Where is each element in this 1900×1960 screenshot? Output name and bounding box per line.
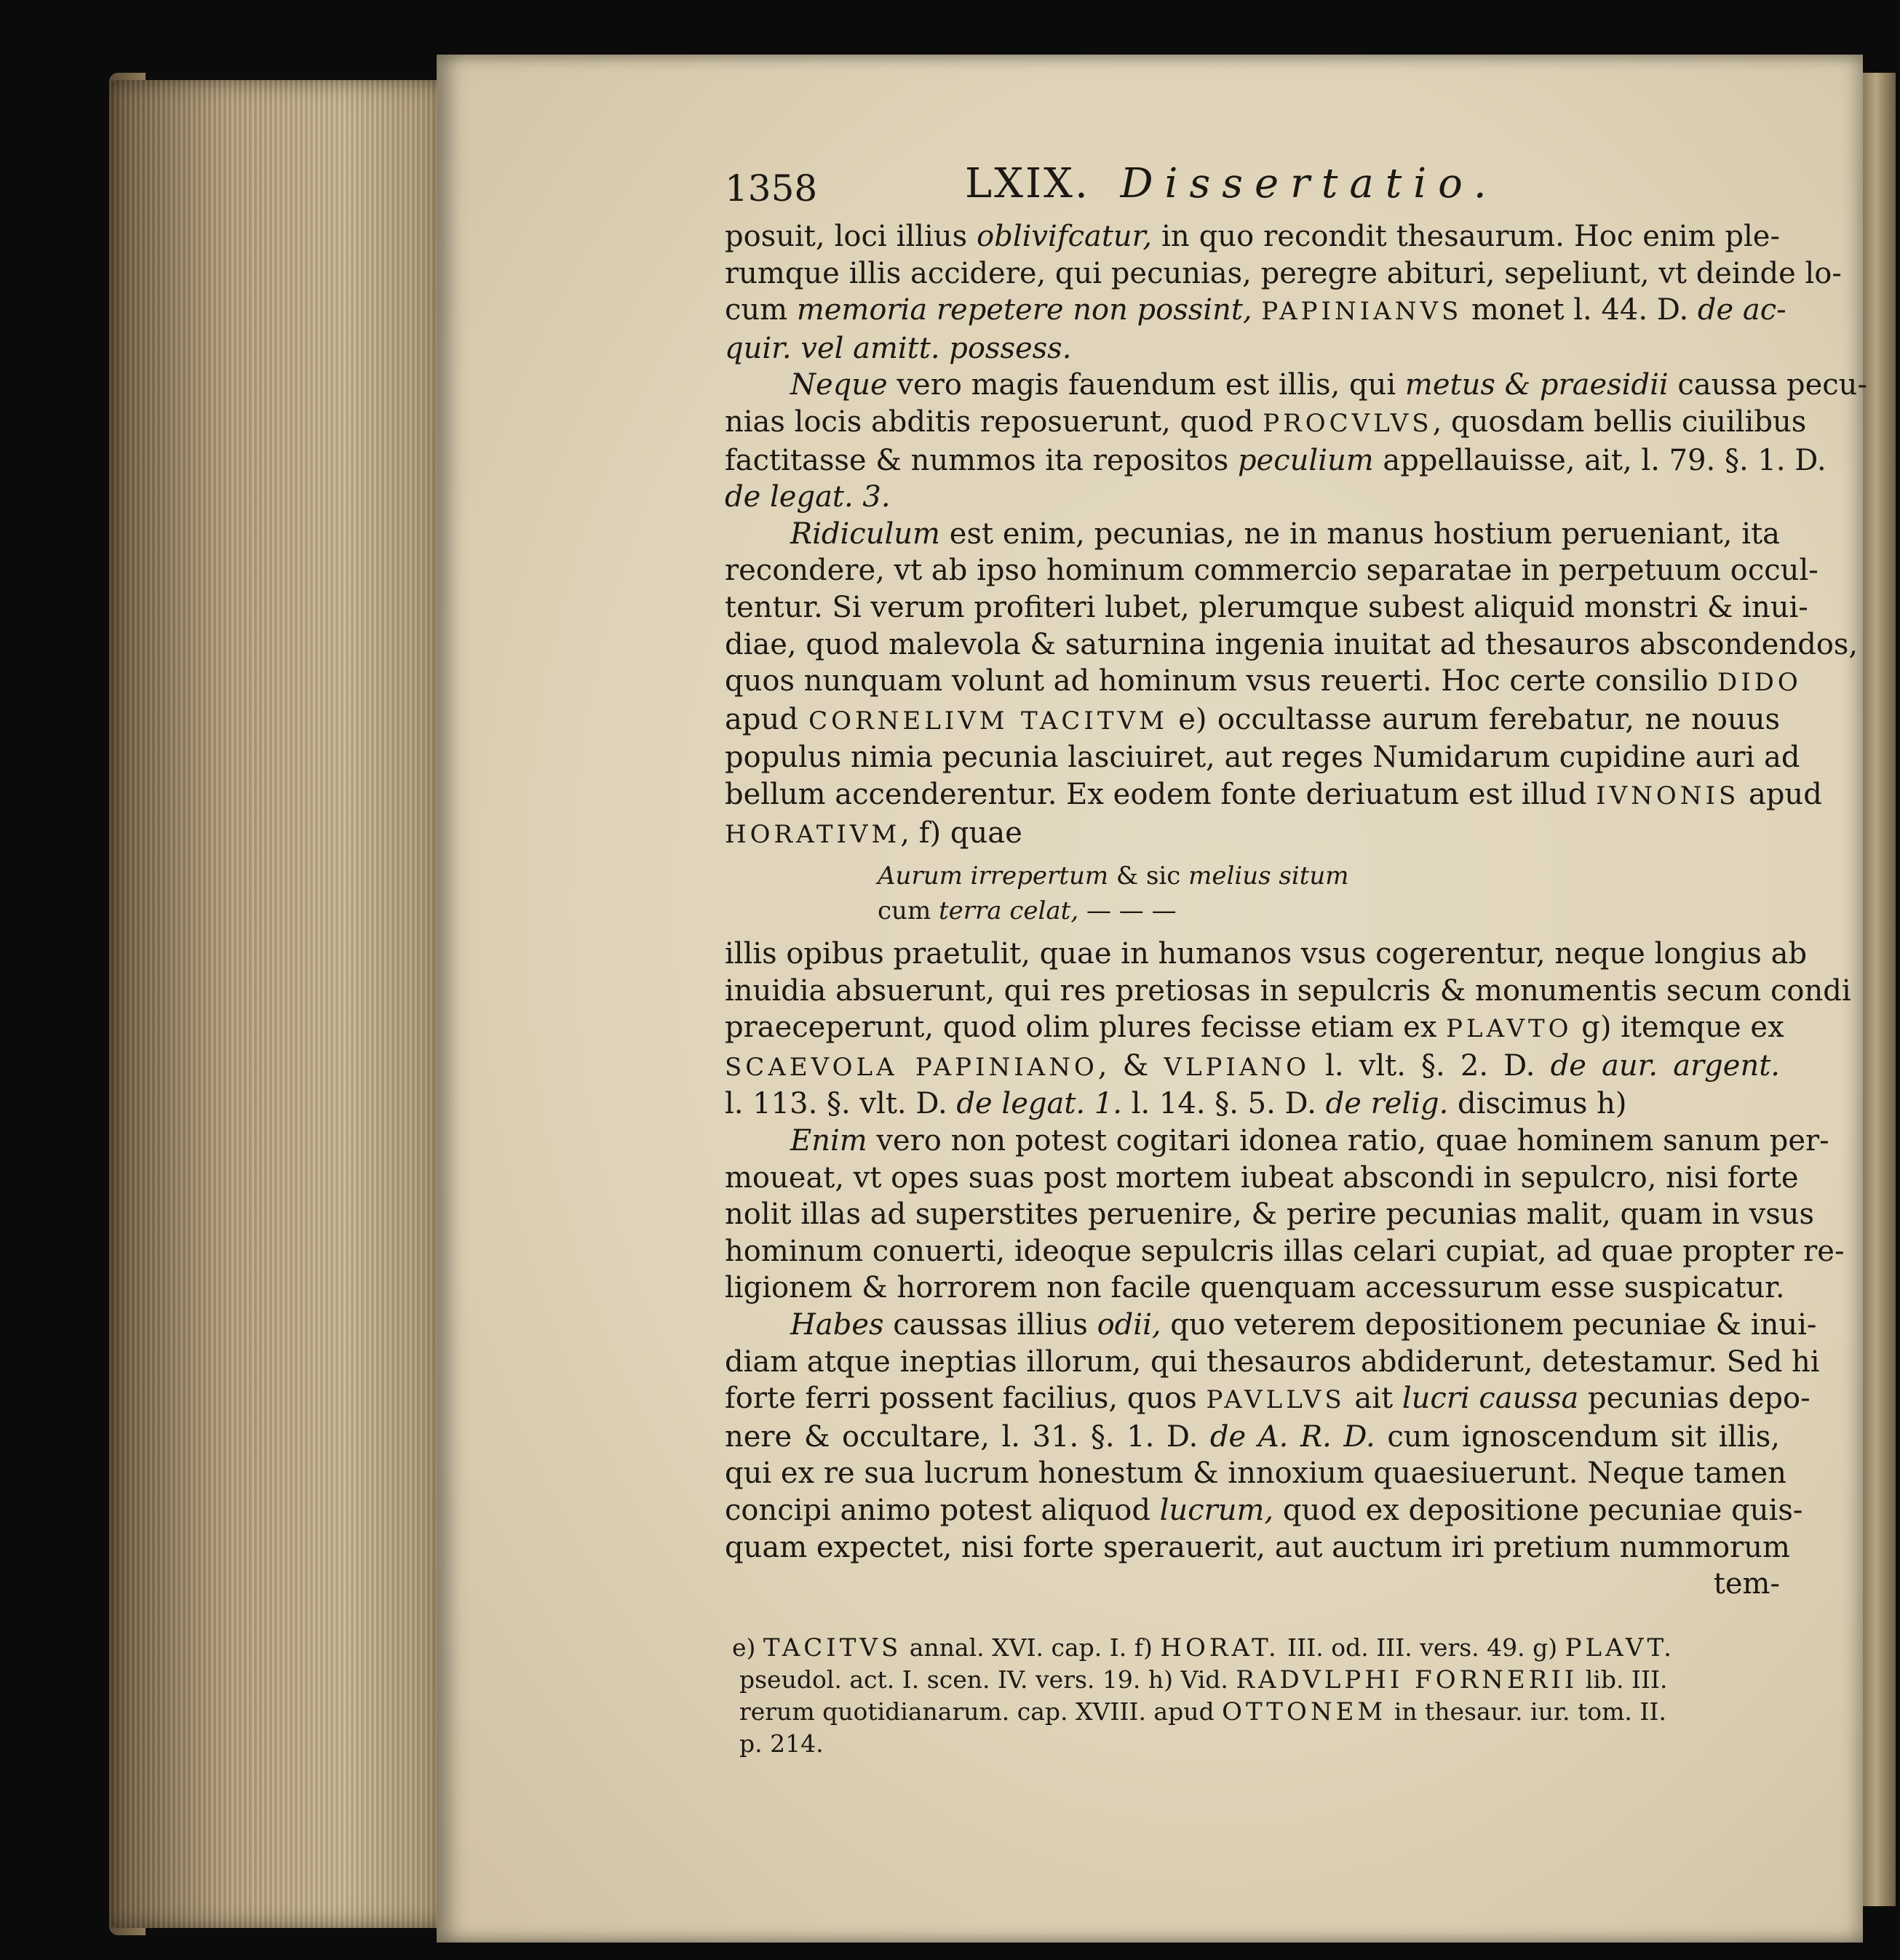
footnote-line: pseudol. act. I. scen. IV. vers. 19. h) Vid. RADVLPHI FORNERII lib. III. [739,1665,1668,1694]
text-line: tentur. Si verum profiteri lubet, plerumque subest aliquid monstri & inui- [725,590,1808,624]
text-line: nere & occultare, l. 31. §. 1. D. de A. R. D. cum ignoscendum sit illis, [725,1419,1780,1454]
header-dissertatio: Dissertatio. [1120,160,1498,207]
right-page-edge [1863,73,1896,1906]
text-line: cum memoria repetere non possint, PAPINIANVS monet l. 44. D. de ac- [725,293,1786,327]
text-line: quos nunquam volunt ad hominum vsus reuerti. Hoc certe consilio DIDO [725,664,1802,698]
catchword: tem- [1713,1567,1780,1601]
verse-quotation [878,859,1780,928]
quote-line: Aurum irrepertum & sic melius situm [878,861,1349,891]
paragraph-2 [725,367,1867,515]
paragraph-5 [725,1123,1845,1307]
header-title [965,160,1498,207]
text-line: de legat. 3. [725,480,891,514]
text-line: Habes caussas illius odii, quo veterem depositionem pecuniae & inui- [790,1308,1817,1342]
text-line: populus nimia pecunia lasciuiret, aut reges Numidarum cupidine auri ad [725,741,1800,775]
text-line: nias locis abditis reposuerunt, quod PROCVLVS, quosdam bellis ciuilibus [725,405,1807,439]
text-line: SCAEVOLA PAPINIANO, & VLPIANO l. vlt. §. 2. D. de aur. argent. [725,1048,1780,1083]
footnote-line: p. 214. [739,1729,824,1758]
text-line: diam atque ineptias illorum, qui thesauros abdiderunt, detestamur. Sed hi [725,1344,1820,1379]
text-line: illis opibus praetulit, quae in humanos vsus cogerentur, neque longius ab [725,937,1808,971]
running-header [725,153,1780,218]
footnotes [725,1632,1780,1759]
header-roman: LXIX. [965,160,1090,207]
text-line: Neque vero magis fauendum est illis, qui metus & praesidii caussa pecu- [790,368,1867,402]
text-line: nolit illas ad superstites peruenire, & perire pecunias malit, quam in vsus [725,1198,1815,1232]
text-line: recondere, vt ab ipso hominum commercio separatae in perpetuum occul- [725,554,1818,588]
text-line: hominum conuerti, ideoque sepulcris illas celari cupiat, ad quae propter re- [725,1234,1845,1268]
text-line: bellum accenderentur. Ex eodem fonte deriuatum est illud IVNONIS apud [725,777,1822,811]
paragraph-1 [725,218,1842,367]
text-line: praeceperunt, quod olim plures fecisse etiam ex PLAVTO g) itemque ex [725,1011,1784,1045]
text-line: HORATIVM, f) quae [725,816,1022,850]
text-line: apud CORNELIVM TACITVM e) occultasse aurum ferebatur, ne nouus [725,702,1780,736]
page-content [725,153,1867,1759]
text-line: posuit, loci illius oblivifcatur, in quo recondit thesaurum. Hoc enim ple- [725,220,1780,253]
text-line: factitasse & nummos ita repositos peculium appellauisse, ait, l. 79. §. 1. D. [725,443,1827,477]
text-line: qui ex re sua lucrum honestum & innoxium quaesiuerunt. Neque tamen [725,1457,1786,1491]
paragraph-6 [725,1307,1820,1603]
page-number: 1358 [725,167,818,210]
paragraph-3 [725,516,1859,853]
quote-line: cum terra celat, — — — [878,896,1177,926]
text-line: inuidia absuerunt, qui res pretiosas in sepulcris & monumentis secum condi [725,973,1851,1008]
page-edges [109,80,444,1928]
text-line: l. 113. §. vlt. D. de legat. 1. l. 14. §. 5. D. de relig. discimus h) [725,1087,1627,1121]
text-line: Enim vero non potest cogitari idonea ratio, quae hominem sanum per- [790,1124,1829,1158]
text-line: diae, quod malevola & saturnina ingenia inuitat ad thesauros abscondendos, [725,627,1859,661]
text-line: rumque illis accidere, qui pecunias, peregre abituri, sepeliunt, vt deinde lo- [725,256,1842,290]
text-line: forte ferri possent facilius, quos PAVLLVS ait lucri caussa pecunias depo- [725,1382,1810,1416]
text-line: concipi animo potest aliquod lucrum, quod ex depositione pecuniae quis- [725,1494,1803,1527]
text-line: quam expectet, nisi forte sperauerit, aut auctum iri pretium nummorum [725,1530,1790,1564]
footnote-line: e) TACITVS annal. XVI. cap. I. f) HORAT. III. od. III. vers. 49. g) PLAVT. [732,1633,1675,1662]
text-line: Ridiculum est enim, pecunias, ne in manus hostium perueniant, ita [790,517,1780,551]
text-line: moueat, vt opes suas post mortem iubeat abscondi in sepulcro, nisi forte [725,1160,1799,1195]
footnote-line: rerum quotidianarum. cap. XVIII. apud OTTONEM in thesaur. iur. tom. II. [739,1697,1666,1726]
text-line: quir. vel amitt. possess. [725,331,1072,365]
paragraph-4 [725,936,1851,1123]
text-line: ligionem & horrorem non facile quenquam accessurum esse suspicatur. [725,1271,1785,1305]
